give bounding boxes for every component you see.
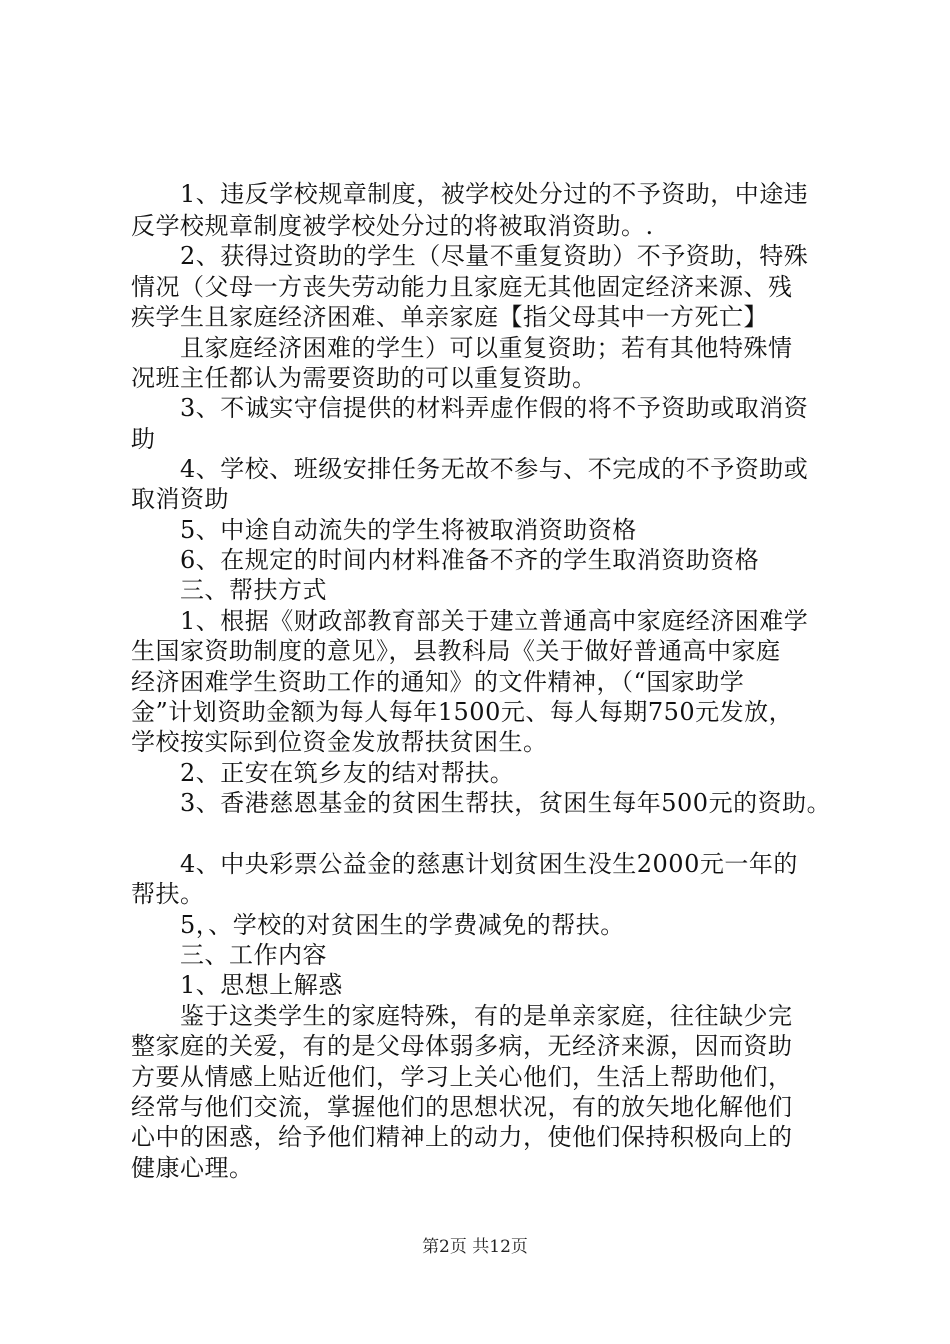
section-heading: 三、帮扶方式 — [180, 576, 327, 604]
body-line: 帮扶。 — [131, 880, 205, 908]
body-line: 2、获得过资助的学生（尽量不重复资助）不予资助，特殊 — [180, 242, 809, 270]
body-line: 4、中央彩票公益金的慈惠计划贫困生没生2000元一年的 — [180, 850, 798, 878]
body-line: 疾学生且家庭经济困难、单亲家庭【指父母其中一方死亡】 — [131, 303, 768, 331]
body-line: 4、学校、班级安排任务无故不参与、不完成的不予资助或 — [180, 455, 809, 483]
body-line: 5，、学校的对贫困生的学费减免的帮扶。 — [180, 911, 625, 939]
body-line: 健康心理。 — [131, 1154, 254, 1182]
body-line: 5、中途自动流失的学生将被取消资助资格 — [180, 516, 637, 544]
body-line: 且家庭经济困难的学生）可以重复资助；若有其他特殊情 — [180, 334, 793, 362]
body-line: 学校按实际到位资金发放帮扶贫困生。 — [131, 728, 548, 756]
subsection-heading: 1、思想上解惑 — [180, 971, 343, 999]
body-line: 况班主任都认为需要资助的可以重复资助。 — [131, 364, 597, 392]
body-line: 生国家资助制度的意见》，县教科局《关于做好普通高中家庭 — [131, 637, 781, 665]
page-number-footer: 第2页 共12页 — [422, 1237, 528, 1257]
body-line: 2、正安在筑乡友的结对帮扶。 — [180, 759, 515, 787]
section-heading: 三、工作内容 — [180, 941, 327, 969]
body-line: 心中的困惑，给予他们精神上的动力，使他们保持积极向上的 — [131, 1123, 793, 1151]
body-line: 经济困难学生资助工作的通知》的文件精神，（“国家助学 — [131, 668, 745, 696]
body-line: 方要从情感上贴近他们，学习上关心他们，生活上帮助他们， — [131, 1063, 793, 1091]
body-line: 1、根据《财政部教育部关于建立普通高中家庭经济困难学 — [180, 607, 809, 635]
body-line: 反学校规章制度被学校处分过的将被取消资助。. — [131, 212, 654, 240]
body-line: 鉴于这类学生的家庭特殊，有的是单亲家庭，往往缺少完 — [180, 1002, 793, 1030]
body-line: 取消资助 — [131, 485, 229, 513]
body-line: 3、不诚实守信提供的材料弄虚作假的将不予资助或取消资 — [180, 394, 809, 422]
body-line: 助 — [131, 425, 156, 453]
body-line: 整家庭的关爱，有的是父母体弱多病，无经济来源，因而资助 — [131, 1032, 793, 1060]
body-line: 6、在规定的时间内材料准备不齐的学生取消资助资格 — [180, 546, 760, 574]
body-line: 3、香港慈恩基金的贫困生帮扶，贫困生每年500元的资助。 — [180, 789, 832, 817]
body-line: 1、违反学校规章制度，被学校处分过的不予资助，中途违 — [180, 180, 809, 208]
body-line: 情况（父母一方丧失劳动能力且家庭无其他固定经济来源、残 — [131, 273, 793, 301]
body-line: 金”计划资助金额为每人每年1500元、每人每期750元发放， — [131, 698, 794, 726]
body-line: 经常与他们交流，掌握他们的思想状况，有的放矢地化解他们 — [131, 1093, 793, 1121]
